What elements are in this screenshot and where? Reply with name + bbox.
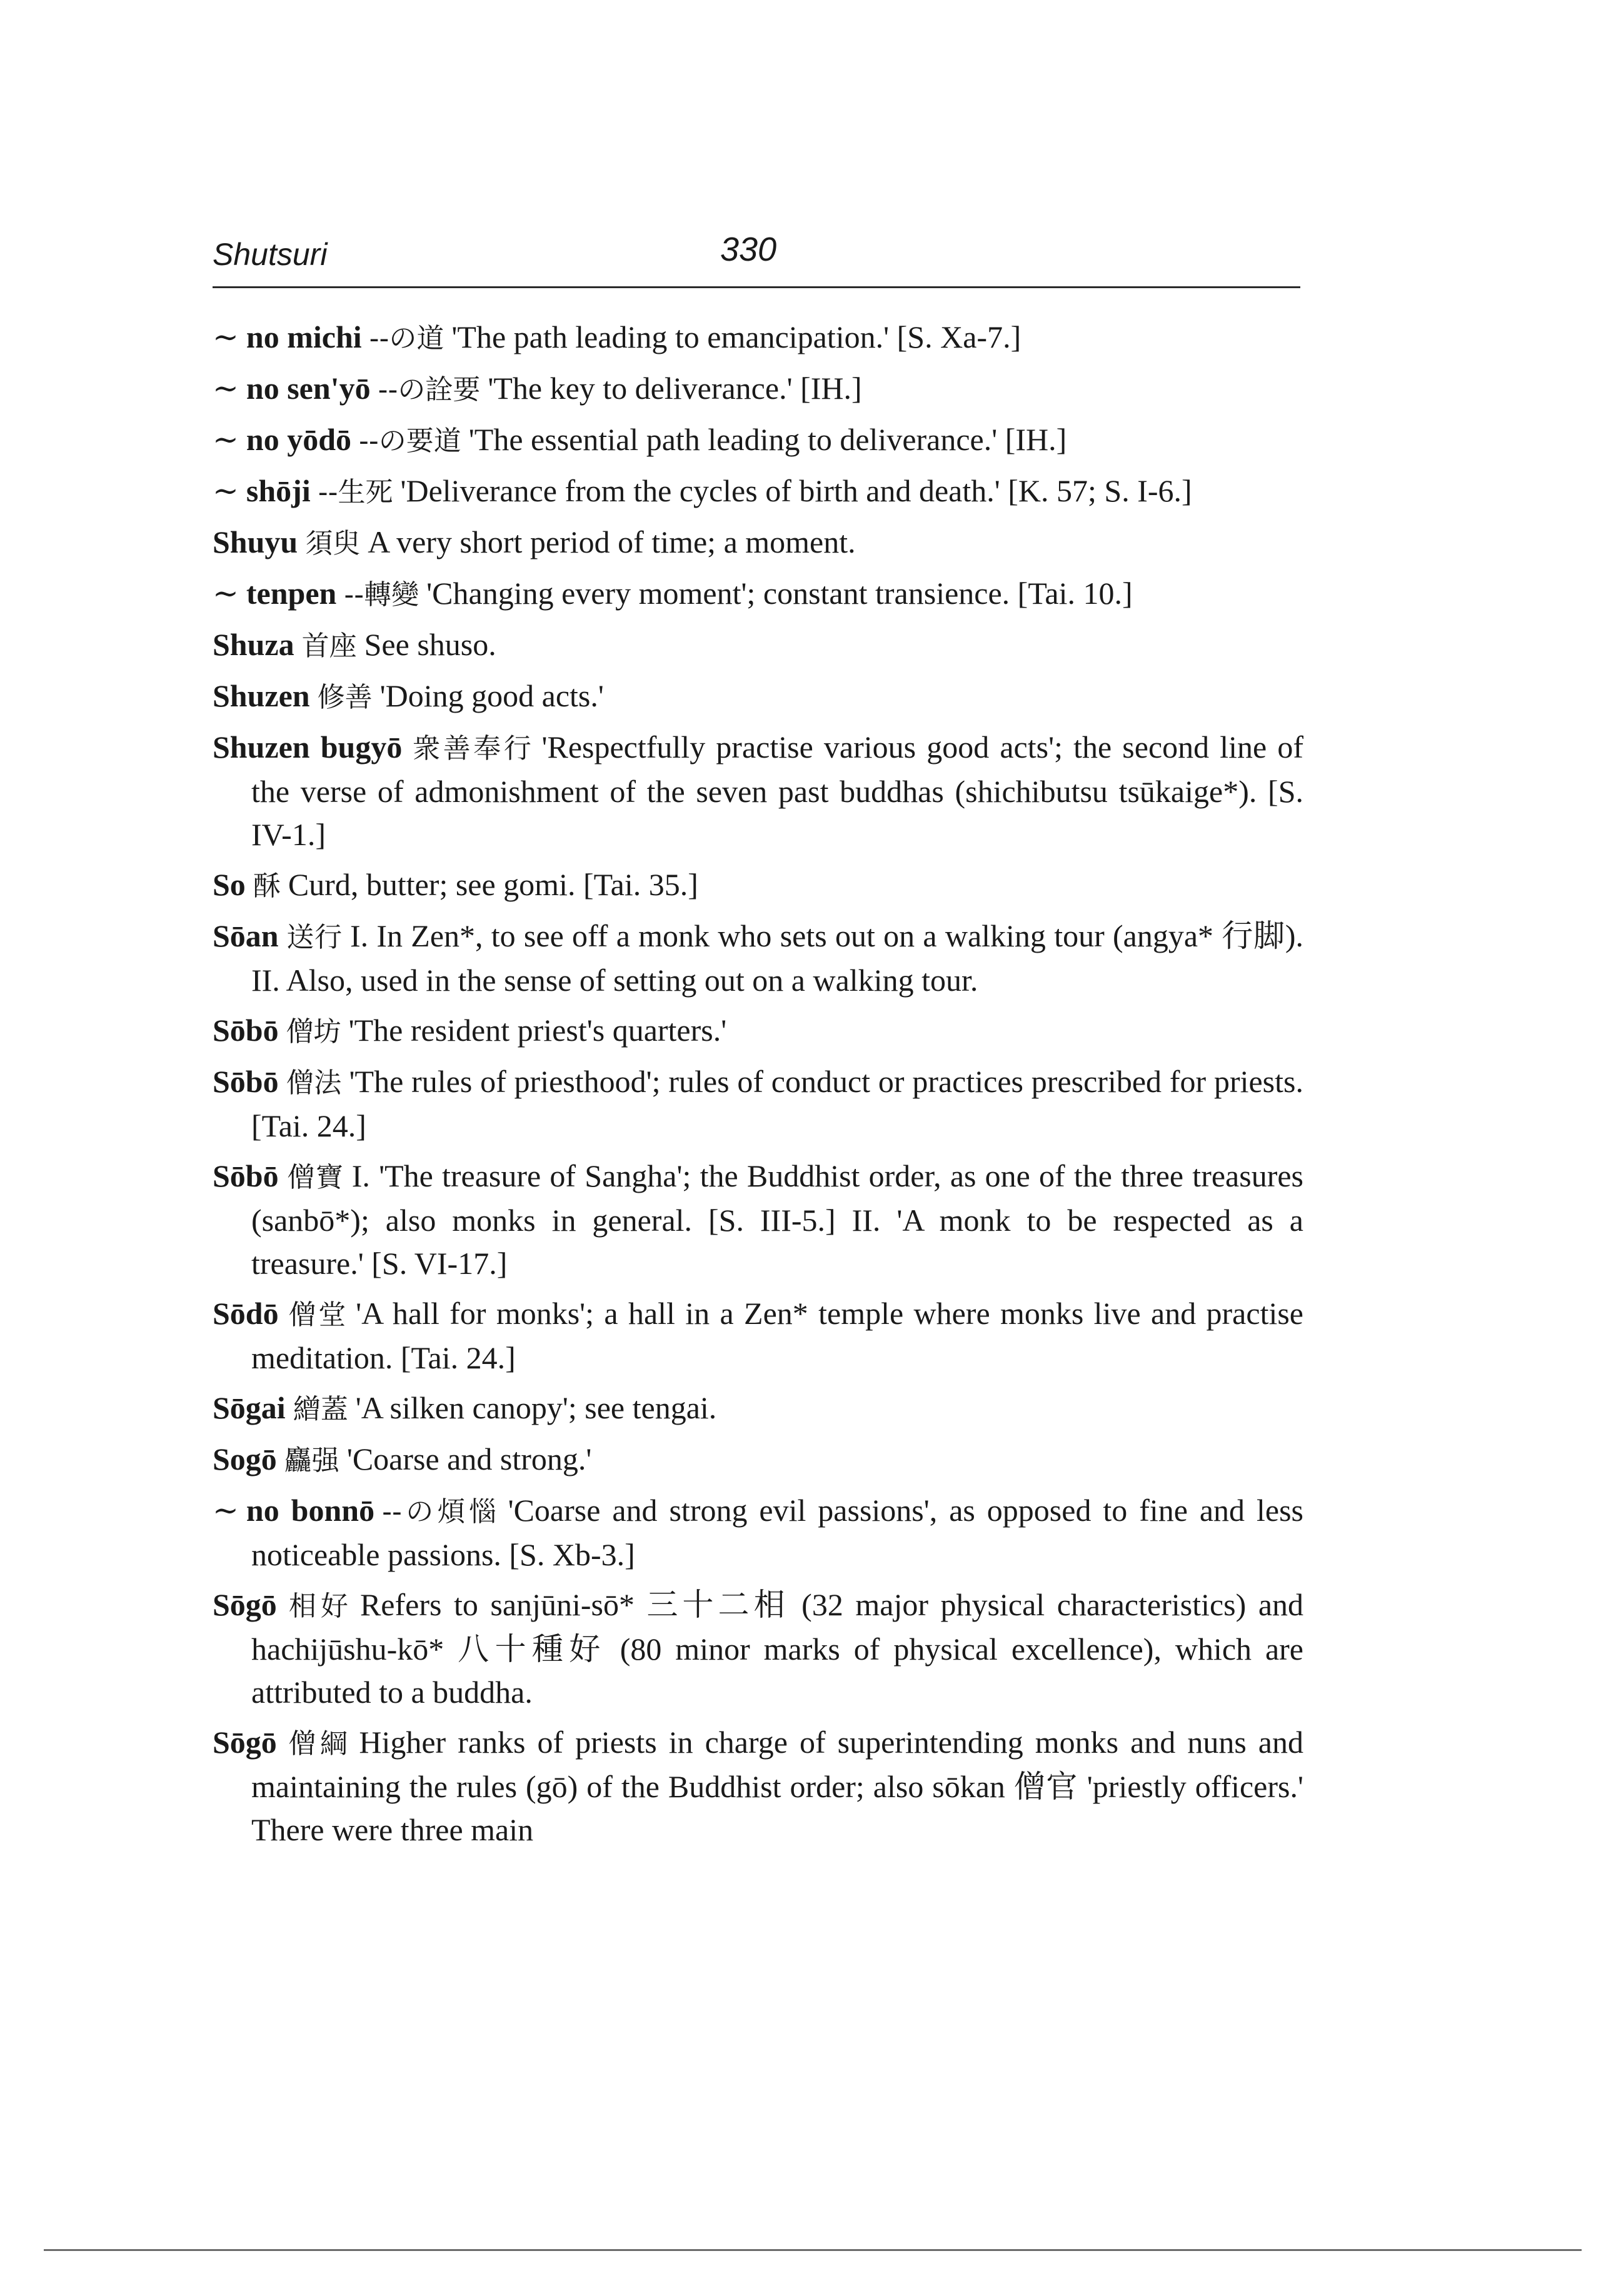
dictionary-entry bbox=[213, 1583, 1303, 1714]
entry-definition: Refers to sanjūni-sō* 三十二相 (32 major physical characteristics) and hachijūshu-kō* 八十種好 (80 minor marks of physical excellence), which are attributed to a buddha. bbox=[251, 1587, 1304, 1710]
entry-definition: Higher ranks of priests in charge of superintending monks and nuns and maintaining the rules (gō) of the Buddhist order; also sōkan 僧官 'priestly officers.' There were three main bbox=[251, 1725, 1304, 1847]
dictionary-entry bbox=[213, 915, 1303, 1002]
dictionary-entry bbox=[213, 1155, 1303, 1285]
entry-definition: 'The rules of priesthood'; rules of conduct or practices prescribed for priests. [Tai. 24.] bbox=[251, 1064, 1303, 1143]
entry-definition: 'A silken canopy'; see tengai. bbox=[355, 1390, 717, 1425]
entry-term: shōji bbox=[246, 473, 311, 508]
entry-kanji: --轉變 bbox=[344, 579, 419, 611]
tilde-icon: ∼ bbox=[213, 473, 239, 508]
bottom-rule bbox=[44, 2249, 1582, 2251]
tilde-icon: ∼ bbox=[213, 422, 239, 457]
entry-definition: 'Deliverance from the cycles of birth and death.' [K. 57; S. I-6.] bbox=[400, 473, 1192, 508]
entry-definition: 'Doing good acts.' bbox=[379, 678, 604, 713]
entry-definition: 'Coarse and strong evil passions', as opposed to fine and less noticeable passions. [S. Xb-3.] bbox=[251, 1493, 1303, 1572]
entry-term: Sōbō bbox=[213, 1013, 279, 1048]
entry-term: Sōgō bbox=[213, 1725, 277, 1760]
entry-kanji: 須臾 bbox=[305, 528, 361, 559]
entry-definition: 'Changing every moment'; constant transience. [Tai. 10.] bbox=[426, 576, 1133, 611]
entry-kanji: 衆善奉行 bbox=[409, 733, 534, 764]
entry-kanji: 酥 bbox=[253, 870, 281, 902]
tilde-icon: ∼ bbox=[213, 371, 239, 406]
entry-kanji: 僧法 bbox=[286, 1067, 342, 1099]
entry-definition: 'The path leading to emancipation.' [S. Xa-7.] bbox=[451, 319, 1021, 354]
tilde-icon: ∼ bbox=[213, 319, 239, 354]
entry-kanji: 首座 bbox=[301, 630, 357, 662]
entry-definition: 'A hall for monks'; a hall in a Zen* temple where monks live and practise meditation. [Tai. 24.] bbox=[251, 1296, 1304, 1375]
entry-term: So bbox=[213, 867, 246, 902]
entry-kanji: 修善 bbox=[317, 681, 373, 713]
dictionary-entry bbox=[213, 623, 1303, 668]
sub-entry bbox=[213, 469, 1303, 514]
dictionary-entry bbox=[213, 726, 1303, 856]
running-head: Shutsuri bbox=[213, 237, 328, 272]
entry-term: Shuzen bugyō bbox=[213, 729, 403, 764]
sub-entry bbox=[213, 1489, 1303, 1577]
dictionary-entries bbox=[213, 316, 1303, 1858]
dictionary-entry bbox=[213, 1009, 1303, 1053]
tilde-icon: ∼ bbox=[213, 576, 239, 611]
entry-definition: Curd, butter; see gomi. [Tai. 35.] bbox=[288, 867, 698, 902]
dictionary-entry bbox=[213, 1386, 1303, 1431]
dictionary-entry bbox=[213, 1292, 1303, 1380]
entry-kanji: --の詮要 bbox=[378, 374, 481, 406]
entry-definition: 'The resident priest's quarters.' bbox=[348, 1013, 727, 1048]
entry-term: no bonnō bbox=[246, 1493, 375, 1528]
entry-term: Sōgō bbox=[213, 1587, 277, 1622]
entry-term: Sōan bbox=[213, 918, 279, 953]
tilde-icon: ∼ bbox=[213, 1493, 239, 1528]
entry-definition: I. 'The treasure of Sangha'; the Buddhist order, as one of the three treasures (sanbō*); also monks in general. [S. III-5.] II. 'A monk to be respected as a treasure.' [S. VI-17.] bbox=[251, 1158, 1303, 1281]
entry-term: Sōdō bbox=[213, 1296, 279, 1331]
dictionary-entry bbox=[213, 521, 1303, 565]
sub-entry bbox=[213, 572, 1303, 616]
entry-term: Sōgai bbox=[213, 1390, 286, 1425]
entry-term: tenpen bbox=[246, 576, 337, 611]
entry-definition: A very short period of time; a moment. bbox=[368, 524, 856, 559]
sub-entry bbox=[213, 367, 1303, 411]
entry-term: no michi bbox=[246, 319, 362, 354]
entry-term: Sōbō bbox=[213, 1158, 279, 1193]
entry-kanji: 僧堂 bbox=[286, 1299, 349, 1331]
entry-kanji: 麤强 bbox=[284, 1445, 339, 1476]
entry-term: Shuzen bbox=[213, 678, 310, 713]
page-header bbox=[213, 233, 1300, 276]
dictionary-entry bbox=[213, 863, 1303, 908]
entry-kanji: --の道 bbox=[369, 323, 444, 354]
entry-definition: 'The essential path leading to deliverance.' [IH.] bbox=[468, 422, 1067, 457]
entry-kanji: 僧坊 bbox=[286, 1016, 341, 1048]
entry-term: Sogō bbox=[213, 1441, 277, 1476]
entry-kanji: --の煩惱 bbox=[382, 1496, 501, 1528]
entry-kanji: 繒蓋 bbox=[293, 1393, 348, 1425]
entry-kanji: --生死 bbox=[318, 476, 393, 508]
entry-kanji: 僧寶 bbox=[286, 1161, 344, 1193]
dictionary-entry bbox=[213, 1438, 1303, 1482]
entry-term: no sen'yō bbox=[246, 371, 371, 406]
entry-kanji: 相好 bbox=[284, 1590, 353, 1622]
entry-definition: See shuso. bbox=[364, 627, 496, 662]
sub-entry bbox=[213, 418, 1303, 463]
dictionary-entry bbox=[213, 1060, 1303, 1148]
sub-entry bbox=[213, 316, 1303, 360]
page-number: 330 bbox=[720, 231, 777, 268]
entry-definition: I. In Zen*, to see off a monk who sets out on a walking tour (angya* 行脚). II. Also, used in the sense of setting out on a walking tour. bbox=[251, 918, 1304, 998]
entry-term: Shuyu bbox=[213, 524, 298, 559]
entry-definition: 'The key to deliverance.' [IH.] bbox=[488, 371, 862, 406]
entry-kanji: 送行 bbox=[286, 921, 343, 953]
entry-definition: 'Coarse and strong.' bbox=[346, 1441, 592, 1476]
entry-term: Sōbō bbox=[213, 1064, 279, 1099]
entry-term: Shuza bbox=[213, 627, 294, 662]
entry-kanji: 僧綱 bbox=[284, 1728, 352, 1760]
header-rule bbox=[213, 286, 1300, 288]
entry-definition: 'Respectfully practise various good acts'; the second line of the verse of admonishment of the seven past buddhas (shichibutsu tsūkaige*). [S. IV-1.] bbox=[251, 729, 1304, 852]
entry-term: no yōdō bbox=[246, 422, 352, 457]
entry-kanji: --の要道 bbox=[359, 425, 461, 457]
dictionary-entry bbox=[213, 1721, 1303, 1852]
dictionary-entry bbox=[213, 674, 1303, 719]
